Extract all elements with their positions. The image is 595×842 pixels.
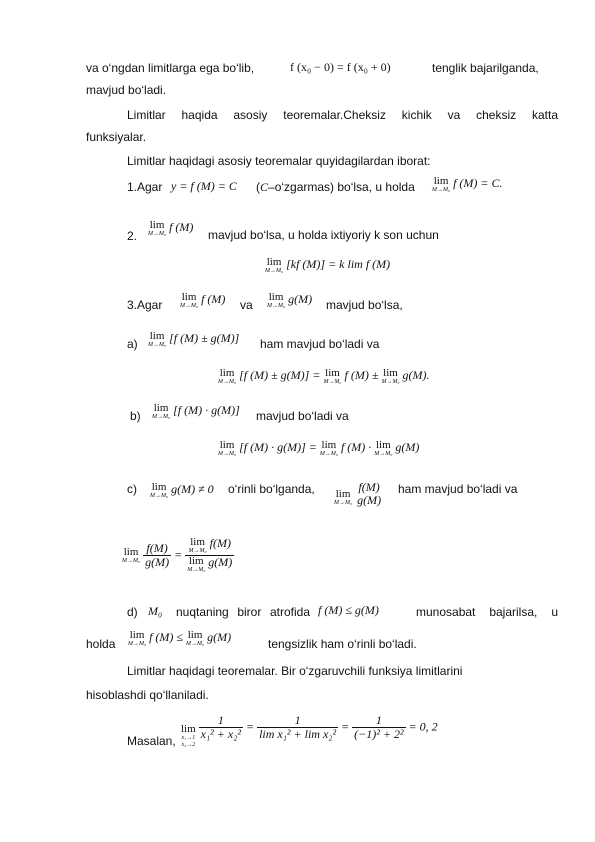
td-number: d): [127, 605, 138, 619]
example-frac-2: $\frac{1}{\text{lim x₁² + lim x₂²}}$: [259, 713, 337, 741]
p1-text-a: va o‘ngdan limitlarga ega bo‘lib,: [86, 61, 255, 75]
t3-text-b: mavjud bo‘lsa,: [326, 298, 403, 312]
p1-text-c: mavjud bo‘ladi.: [86, 83, 167, 97]
formula-quotient-eq: [122, 537, 234, 574]
tc-text-a: o‘rinli bo‘lganda,: [228, 482, 315, 496]
formula-y-eq-c: y = f (M) = C: [171, 179, 237, 193]
lim-operator: lim M→M₀: [122, 546, 141, 564]
formula-sum-eq: lim M→M₀ [f (M) ± g(M)] = lim M→M₀ f (M) ± lim M→M₀ g(M).: [218, 367, 430, 385]
lim-operator: lim M→M₀: [381, 367, 400, 385]
formula-lim-g-t3: [267, 292, 312, 310]
lim-f-m: f (M): [201, 292, 226, 306]
quotient-rhs: lim M→M₀ f(M) lim M→M₀ g(M): [187, 536, 233, 573]
lim-operator: lim M→M₀: [218, 439, 237, 457]
p2-text-b: funksiyalar.: [86, 130, 147, 144]
quotient-lhs: $\frac{f(M)}{g(M)}$: [145, 541, 170, 569]
lim-operator: lim M→M₀: [180, 291, 199, 309]
formula-lim-f-t2: [148, 220, 193, 238]
lim-f-m: f (M): [453, 176, 478, 190]
td-holda: holda: [86, 637, 116, 651]
sum-rhs-f: f (M) ±: [344, 368, 379, 382]
lim-ineq-g: g(M): [207, 630, 232, 644]
formula-lim-f-eq-c: lim M→M₀ f (M) = C.: [432, 175, 503, 193]
td-text-b: munosabat bajarilsa, u: [416, 605, 558, 619]
sum-lhs: [f (M) ± g(M)] =: [239, 368, 321, 382]
lim-operator: lim M→M₀: [150, 481, 169, 499]
tb-text-a: mavjud bo‘ladi va: [256, 409, 349, 423]
quotient-fraction: f(M) g(M): [357, 480, 382, 507]
t1-paren: (C–o‘zgarmas) bo‘lsa, u holda: [256, 180, 415, 194]
ex-text-a: Masalan,: [127, 734, 176, 748]
t1-c-letter: C: [260, 180, 269, 194]
example-result: = 0, 2: [408, 719, 438, 734]
td-text-c: tengsizlik ham o‘rinli bo‘ladi.: [268, 637, 417, 651]
lim-operator: lim M→M₀: [218, 367, 237, 385]
lim-f-m: f (M): [169, 220, 194, 234]
p1-text-b: tenglik bajarilganda,: [432, 61, 539, 75]
prod-rhs-g: g(M): [395, 440, 420, 454]
formula-lim-ineq: [128, 630, 231, 648]
lim-operator: lim M→M₀: [188, 536, 207, 554]
formula-m0: M₀: [148, 604, 163, 618]
formula-example: [181, 714, 438, 749]
example-frac-1: $\frac{1}{\text{x₁² + x₂²}}$: [200, 713, 241, 741]
formula-one-sided-limits: f (x₀ − 0) = f (x₀ + 0): [290, 60, 391, 74]
formula-lim-kf: [265, 257, 390, 275]
lim-operator: lim M→M₀: [152, 402, 171, 420]
lim-operator: lim M→M₀: [334, 488, 353, 506]
lim-operator: lim M→M₀: [186, 629, 205, 647]
equals-sign: =: [341, 719, 350, 734]
formula-f-leq-g: f (M) ≤ g(M): [318, 603, 379, 617]
formula-lim-quotient: [334, 481, 383, 507]
td-text-a: nuqtaning biror atrofida: [176, 605, 310, 619]
lim-operator: lim M→M₀: [187, 555, 206, 573]
lim-operator: lim M→M₀: [267, 291, 286, 309]
lim-operator: lim M→M₀: [374, 439, 393, 457]
tb-number: b): [130, 409, 141, 423]
ta-number: a): [127, 337, 138, 351]
sum-rhs-g: g(M): [402, 368, 427, 382]
tc-text-b: ham mavjud bo‘ladi va: [398, 482, 518, 496]
lim-operator: lim M→M₀: [319, 439, 338, 457]
formula-lim-f-t3: [180, 292, 225, 310]
equals-sign: =: [245, 719, 255, 734]
lim-operator: lim M→M₀: [323, 367, 342, 385]
t2-number: 2.: [127, 229, 138, 243]
lim-operator: lim M→M₀: [148, 219, 167, 237]
equals-sign: =: [174, 547, 183, 562]
tc-number: c): [127, 482, 137, 496]
formula-lim-sum: [148, 331, 239, 349]
sum-expr: [f (M) ± g(M)]: [169, 331, 240, 345]
formula-prod-eq: [218, 440, 419, 458]
g-ne-zero: g(M) ≠ 0: [171, 482, 214, 496]
lim-operator: lim M→M₀: [265, 256, 284, 274]
formula-lim-g-ne-0: [150, 482, 214, 500]
t1-text-b: –o‘zgarmas) bo‘lsa, u holda: [268, 180, 415, 194]
eq-c: = C: [480, 176, 500, 190]
lim-operator: lim M→M₀: [128, 629, 147, 647]
ta-text-a: ham mavjud bo‘ladi va: [260, 337, 380, 351]
formula-lim-prod: [152, 403, 240, 421]
prod-lhs: [f (M) · g(M)] =: [239, 440, 317, 454]
lim-g-m: g(M): [288, 292, 313, 306]
lim-operator: lim M→M₀: [148, 330, 167, 348]
lim-operator: lim M→M₀: [432, 175, 451, 193]
prod-rhs-f: f (M) ·: [340, 440, 372, 454]
lim-ineq-f: f (M) ≤: [149, 630, 184, 644]
t3-text-a: 3.Agar: [127, 298, 163, 312]
prod-expr: [f (M) · g(M)]: [173, 403, 240, 417]
t2-text-a: mavjud bo‘lsa, u holda ixtiyoriy k son uchun: [208, 228, 439, 242]
example-frac-3: $\frac{1}{\text{(−1)² + 2²}}$: [354, 713, 404, 741]
t3-va: va: [240, 298, 253, 312]
p2-text-a: Limitlar haqida asosiy teoremalar.Cheksiz kichik va cheksiz katta: [127, 108, 558, 122]
t1-text-a: 1.Agar: [127, 180, 163, 194]
p4-text-a: Limitlar haqidagi teoremalar. Bir o‘zgaruvchili funksiya limitlarini: [127, 664, 463, 678]
p3-text: Limitlar haqidagi asosiy teoremalar quyidagilardan iborat:: [127, 154, 431, 168]
lim-operator: lim x₁→1 x₂→2: [181, 723, 196, 748]
lim-kf-expr: [kf (M)] = k lim f (M): [286, 257, 391, 271]
p4-text-b: hisoblashdi qo‘llaniladi.: [86, 688, 209, 702]
